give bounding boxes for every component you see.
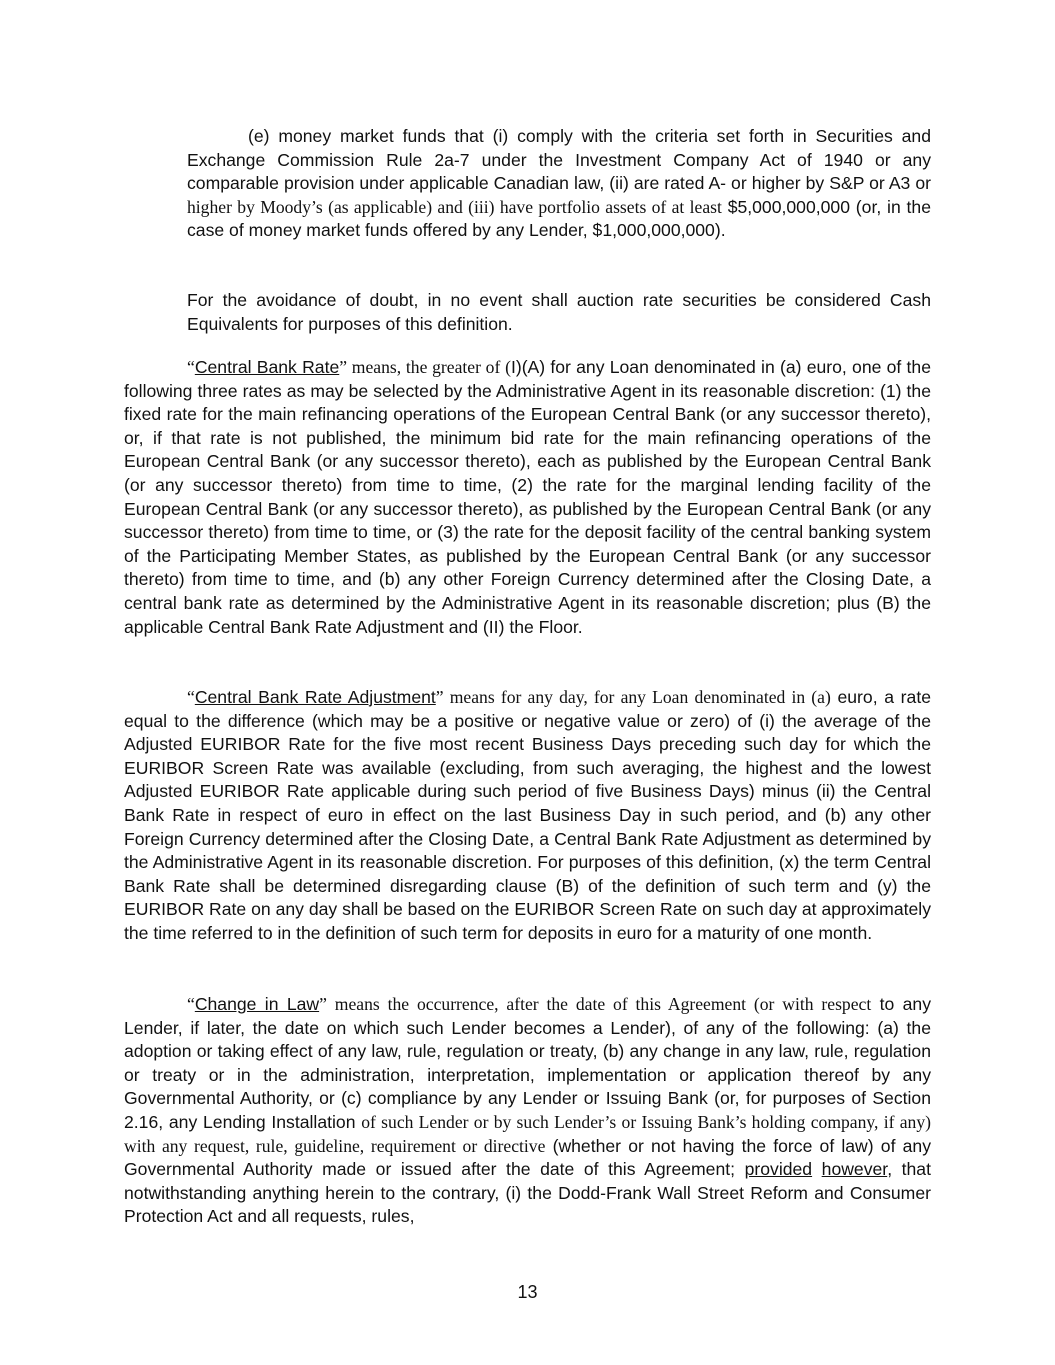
space bbox=[812, 1159, 822, 1179]
avoidance-of-doubt-paragraph bbox=[187, 289, 931, 336]
provided-term: provided bbox=[744, 1159, 813, 1180]
page-number: 13 bbox=[517, 1282, 538, 1302]
clause-e-tail: $5,000,000,000 (or, in the case of money market funds offered by any Lender, $1,000,000,000). bbox=[187, 196, 931, 241]
central-bank-rate-adjustment-body: euro, a rate equal to the difference (which may be a positive or negative value or zero) of (i) the average of the Adjusted EURIBOR Rate for the five most recent Business Days preceding such day for which the EURIBOR Screen Rate was available (excluding, from such averaging, the highest and the lowest Adjusted EURIBOR Rate applicable during such period of five Business Days) minus (ii) the Central Bank Rate in respect of euro in effect on the last Business Day in such period, and (b) any other Foreign Currency determined after the Closing Date, a Central Bank Rate Adjustment as determined by the Administrative Agent in its reasonable discretion. For purposes of this definition, (x) the term Central Bank Rate shall be determined disregarding clause (B) of the definition of such term and (y) the EURIBOR Rate on any day shall be based on the EURIBOR Screen Rate on such day at approximately the time referred to in the definition of such term for deposits in euro for a maturity of one month. bbox=[124, 687, 931, 943]
change-in-law-serif-text: means the occurrence, after the date of this Agreement (or with respect bbox=[326, 994, 872, 1014]
clause-e-serif-text: higher by Moody’s (as applicable) and (iii) have portfolio assets of at least bbox=[187, 196, 722, 217]
central-bank-rate-adjustment-serif-text: means for any day, for any Loan denominated in (a) bbox=[443, 687, 831, 707]
change-in-law-body-c: , that notwithstanding anything herein to the contrary, (i) the Dodd-Frank Wall Street Reform and Consumer Protection Act and all requests, rules, bbox=[124, 1159, 931, 1227]
defined-term-central-bank-rate-adjustment: Central Bank Rate Adjustment bbox=[194, 687, 436, 707]
definition-central-bank-rate-adjustment bbox=[124, 686, 931, 946]
clause-e-money-market-funds bbox=[187, 125, 931, 243]
change-in-law-body-b: (whether or not having the force of law) of any Governmental Authority made or issued after the date of this Agreement; bbox=[124, 1135, 931, 1180]
open-quote: “ bbox=[187, 687, 195, 707]
definition-change-in-law bbox=[124, 993, 931, 1229]
close-quote: ” bbox=[339, 357, 348, 377]
defined-term-central-bank-rate: Central Bank Rate bbox=[194, 357, 340, 377]
open-quote: “ bbox=[187, 994, 195, 1014]
avoidance-text: For the avoidance of doubt, in no event shall auction rate securities be considered Cash Equivalents for purposes of this definition. bbox=[187, 290, 931, 334]
clause-e-lead: (e) money market funds that (i) comply with the criteria set forth in Securities and Exchange Commission Rule 2a-7 under the Investment Company Act of 1940 or any comparable provision under applicable Canadian law, (ii) are rated A- or higher by S&P or A3 or bbox=[187, 126, 931, 194]
close-quote: ” bbox=[435, 687, 444, 707]
central-bank-rate-serif-text: means, the greater of ( bbox=[347, 357, 511, 377]
close-quote: ” bbox=[319, 994, 327, 1014]
central-bank-rate-body: I)(A) for any Loan denominated in (a) euro, one of the following three rates as may be selected by the Administrative Agent in its reasonable discretion: (1) the fixed rate for the main refinancing operations of the European Central Bank (or any successor thereto), or, if that rate is not published, the minimum bid rate for the main refinancing operations of the European Central Bank (or any successor thereto), each as published by the European Central Bank (or any successor thereto) from time to time, (2) the rate for the marginal lending facility of the European Central Bank (or any successor thereto), as published by the European Central Bank (or any successor thereto) from time to time, or (3) the rate for the deposit facility of the central banking system of the Participating Member States, as published by the European Central Bank (or any successor thereto) from time to time, and (b) any other Foreign Currency determined after the Closing Date, a central bank rate as determined by the Administrative Agent in its reasonable discretion; plus (B) the applicable Central Bank Rate Adjustment and (II) the Floor. bbox=[124, 357, 931, 637]
open-quote: “ bbox=[187, 357, 195, 377]
definition-central-bank-rate bbox=[124, 356, 931, 639]
change-in-law-serif-text-2: of such Lender or by such Lender’s or Issuing Bank’s holding company, if any) with any request, rule, guideline, requirement or directive bbox=[124, 1111, 931, 1156]
defined-term-change-in-law: Change in Law bbox=[194, 994, 320, 1014]
however-term: however bbox=[821, 1159, 888, 1180]
change-in-law-body-a: to any Lender, if later, the date on which such Lender becomes a Lender), of any of the following: (a) the adoption or taking effect of any law, rule, regulation or treaty, (b) any change in any law, rule, regulation or treaty or in the administration, interpretation, implementation or application thereof by any Governmental Authority, or (c) compliance by any Lender or Issuing Bank (or, for purposes of Section 2.16, any Lending Installation bbox=[124, 994, 931, 1132]
